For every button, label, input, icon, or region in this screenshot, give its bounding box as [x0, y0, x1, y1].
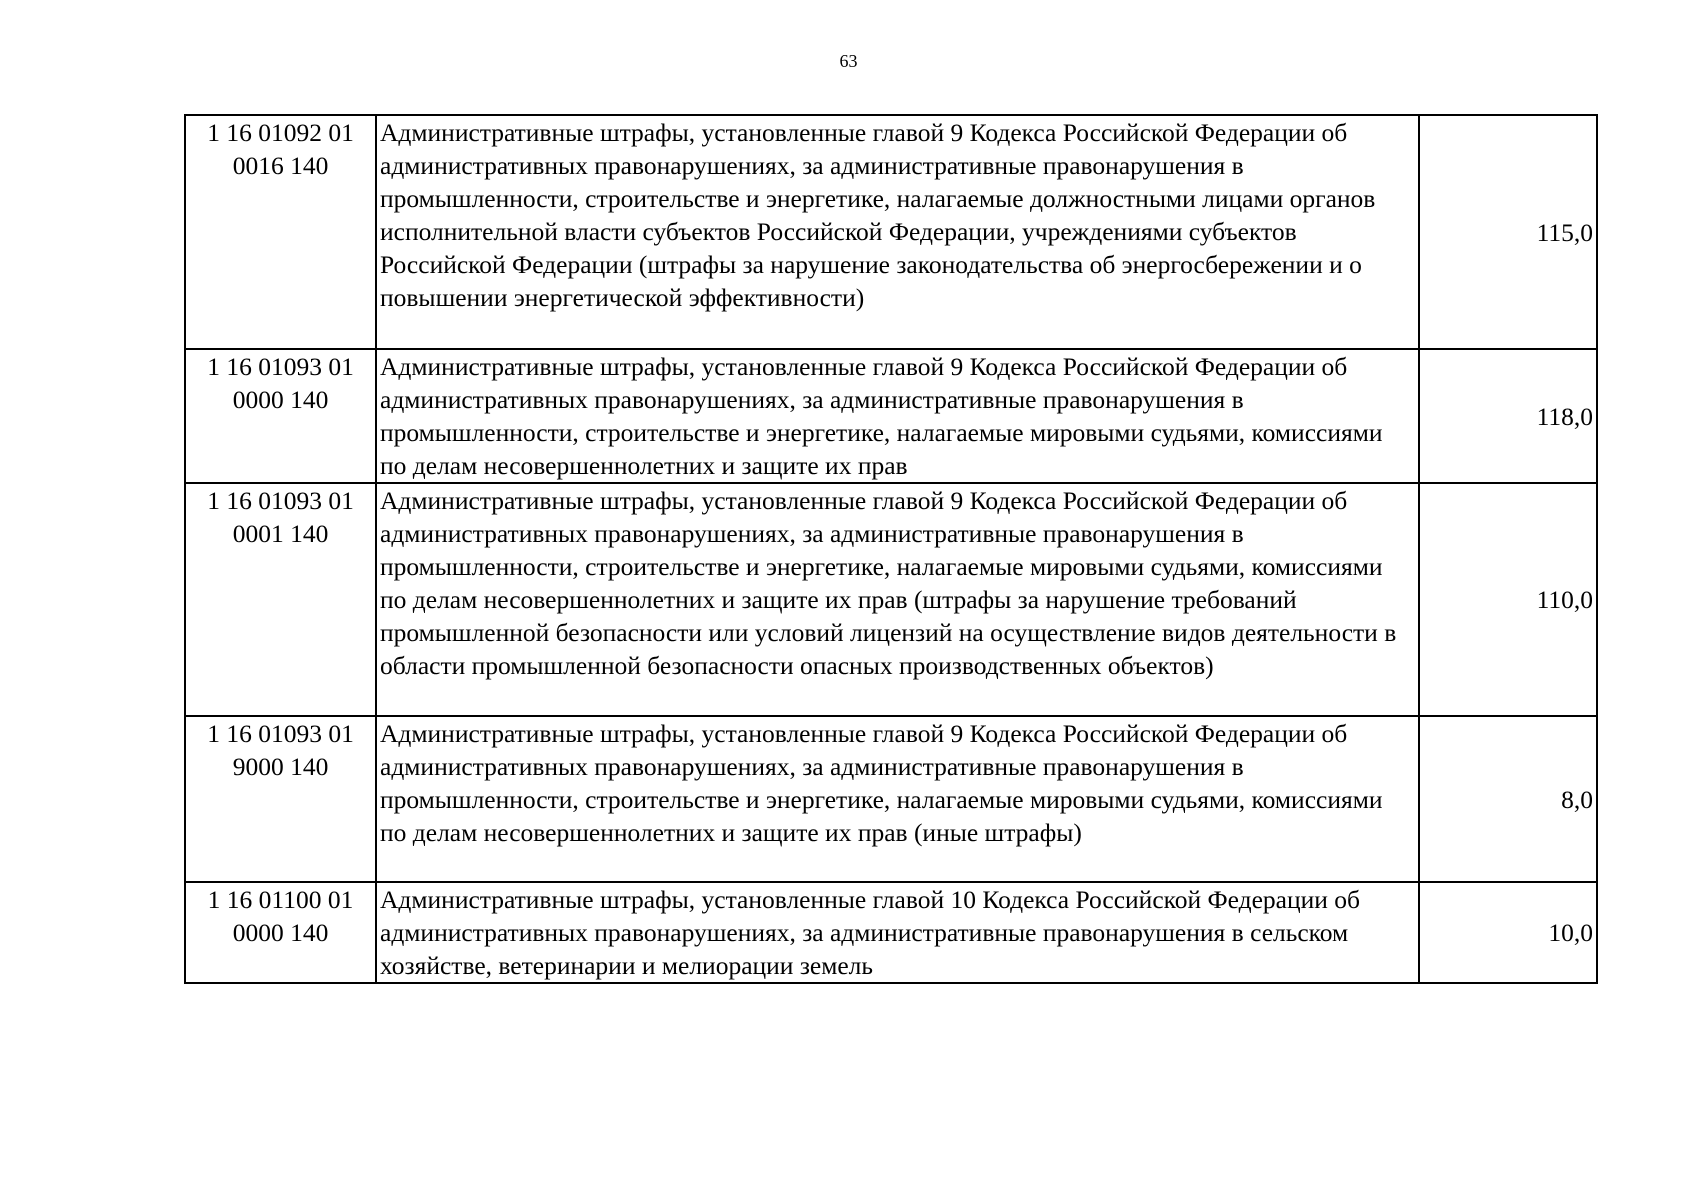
description-cell: Административные штрафы, установленные главой 9 Кодекса Российской Федерации об административных правонарушениях, за административные правонарушения в промышленности, строительстве и энергетике, налагаемые мировыми судьями, комиссиями по делам несовершеннолетних и защите их прав (иные штрафы)	[376, 716, 1419, 882]
code-line: 1 16 01093 01	[207, 352, 354, 381]
description-cell: Административные штрафы, установленные главой 10 Кодекса Российской Федерации об административных правонарушениях, за административные правонарушения в сельском хозяйстве, ветеринарии и мелиорации земель	[376, 882, 1419, 983]
code-cell	[185, 115, 376, 349]
budget-table	[184, 114, 1598, 984]
code-line: 0000 140	[232, 385, 329, 414]
amount-cell: 110,0	[1419, 483, 1597, 716]
description-cell: Административные штрафы, установленные главой 9 Кодекса Российской Федерации об административных правонарушениях, за административные правонарушения в промышленности, строительстве и энергетике, налагаемые мировыми судьями, комиссиями по делам несовершеннолетних и защите их прав (штрафы за нарушение требований промышленной безопасности или условий лицензий на осуществление видов деятельности в области промышленной безопасности опасных производственных объектов)	[376, 483, 1419, 716]
amount-cell: 118,0	[1419, 349, 1597, 483]
code-cell	[185, 349, 376, 483]
code-line: 0016 140	[232, 151, 329, 180]
code-line: 1 16 01100 01	[207, 885, 354, 914]
code-line: 1 16 01093 01	[207, 719, 354, 748]
table-row	[185, 483, 1597, 716]
code-line: 1 16 01093 01	[207, 486, 354, 515]
code-line: 0000 140	[232, 918, 329, 947]
code-line: 0001 140	[232, 519, 329, 548]
page-number: 63	[839, 51, 858, 71]
amount-cell: 8,0	[1419, 716, 1597, 882]
code-line: 9000 140	[232, 752, 329, 781]
description-cell: Административные штрафы, установленные главой 9 Кодекса Российской Федерации об административных правонарушениях, за административные правонарушения в промышленности, строительстве и энергетике, налагаемые должностными лицами органов исполнительной власти субъектов Российской Федерации, учреждениями субъектов Российской Федерации (штрафы за нарушение законодательства об энергосбережении и о повышении энергетической эффективности)	[376, 115, 1419, 349]
amount-cell: 115,0	[1419, 115, 1597, 349]
code-cell	[185, 882, 376, 983]
table-row	[185, 115, 1597, 349]
table-row	[185, 716, 1597, 882]
amount-cell: 10,0	[1419, 882, 1597, 983]
code-cell	[185, 716, 376, 882]
table-row	[185, 882, 1597, 983]
code-line: 1 16 01092 01	[207, 118, 354, 147]
table-row	[185, 349, 1597, 483]
description-cell: Административные штрафы, установленные главой 9 Кодекса Российской Федерации об административных правонарушениях, за административные правонарушения в промышленности, строительстве и энергетике, налагаемые мировыми судьями, комиссиями по делам несовершеннолетних и защите их прав	[376, 349, 1419, 483]
code-cell	[185, 483, 376, 716]
